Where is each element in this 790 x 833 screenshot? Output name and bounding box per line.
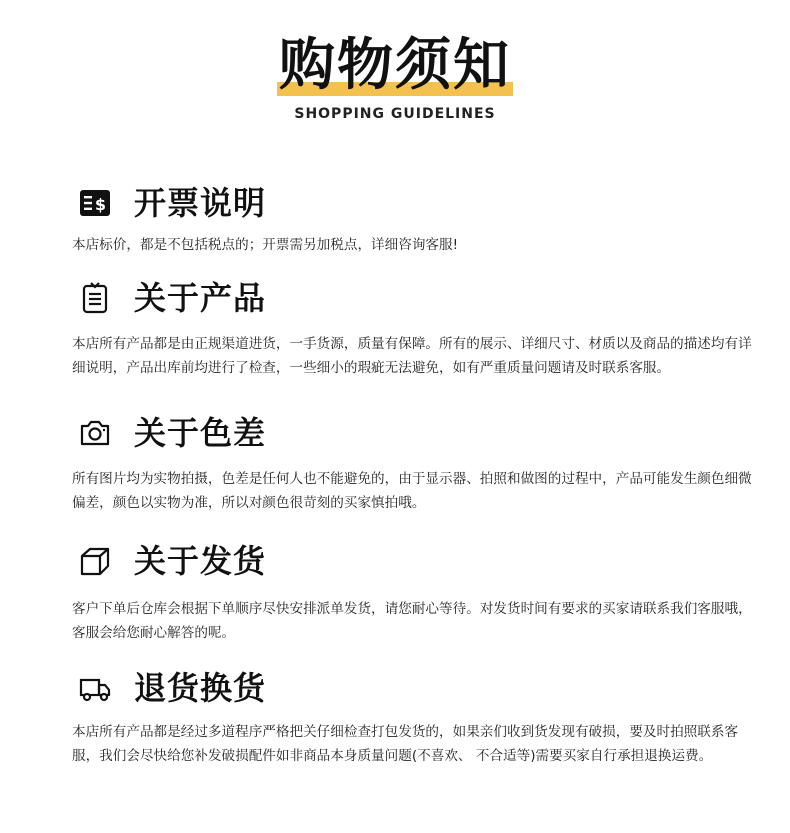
section-color-difference [72, 413, 752, 515]
section-heading [72, 183, 752, 223]
section-shipping [72, 541, 752, 645]
page-title-wrap [279, 30, 511, 100]
section-heading [72, 668, 752, 708]
section-body: 本店标价，都是不包括税点的；开票需另加税点，详细咨询客服! [72, 237, 459, 253]
page-title: 购物须知 [279, 32, 511, 98]
section-heading [72, 413, 752, 453]
section-title: 关于产品 [134, 279, 267, 317]
svg-text:$: $ [94, 195, 107, 214]
section-title: 关于发货 [134, 542, 267, 580]
section-title: 开票说明 [134, 184, 267, 222]
page-subtitle: SHOPPING GUIDELINES [294, 106, 496, 122]
section-title: 关于色差 [134, 414, 267, 452]
page-header [0, 30, 790, 122]
section-body: 所有图片均为实物拍摄，色差是任何人也不能避免的，由于显示器、拍照和做图的过程中，产品可能发生颜色细微偏差，颜色以实物为准，所以对颜色很苛刻的买家慎拍哦。 [72, 471, 752, 511]
section-heading [72, 541, 752, 581]
clipboard-list-icon [78, 281, 112, 315]
section-title: 退货换货 [134, 669, 267, 707]
section-body: 客户下单后仓库会根据下单顺序尽快安排派单发货，请您耐心等待。对发货时间有要求的买家请联系我们客服哦，客服会给您耐心解答的呢。 [72, 601, 752, 641]
section-returns [72, 668, 752, 768]
package-box-icon [78, 544, 112, 578]
section-body: 本店所有产品都是由正规渠道进货，一手货源，质量有保障。所有的展示、详细尺寸、材质以及商品的描述均有详细说明，产品出库前均进行了检查，一些细小的瑕疵无法避免，如有严重质量问题请及时联系客服。 [72, 336, 752, 376]
camera-icon [78, 416, 112, 450]
delivery-truck-icon [78, 671, 112, 705]
section-heading [72, 278, 752, 318]
section-body: 本店所有产品都是经过多道程序严格把关仔细检查打包发货的，如果亲们收到货发现有破损，要及时拍照联系客服，我们会尽快给您补发破损配件如非商品本身质量问题(不喜欢、 不合适等)需要买家自行承担退换运费。 [72, 724, 739, 764]
section-invoice [72, 183, 752, 257]
invoice-dollar-icon [78, 186, 112, 220]
section-product [72, 278, 752, 380]
